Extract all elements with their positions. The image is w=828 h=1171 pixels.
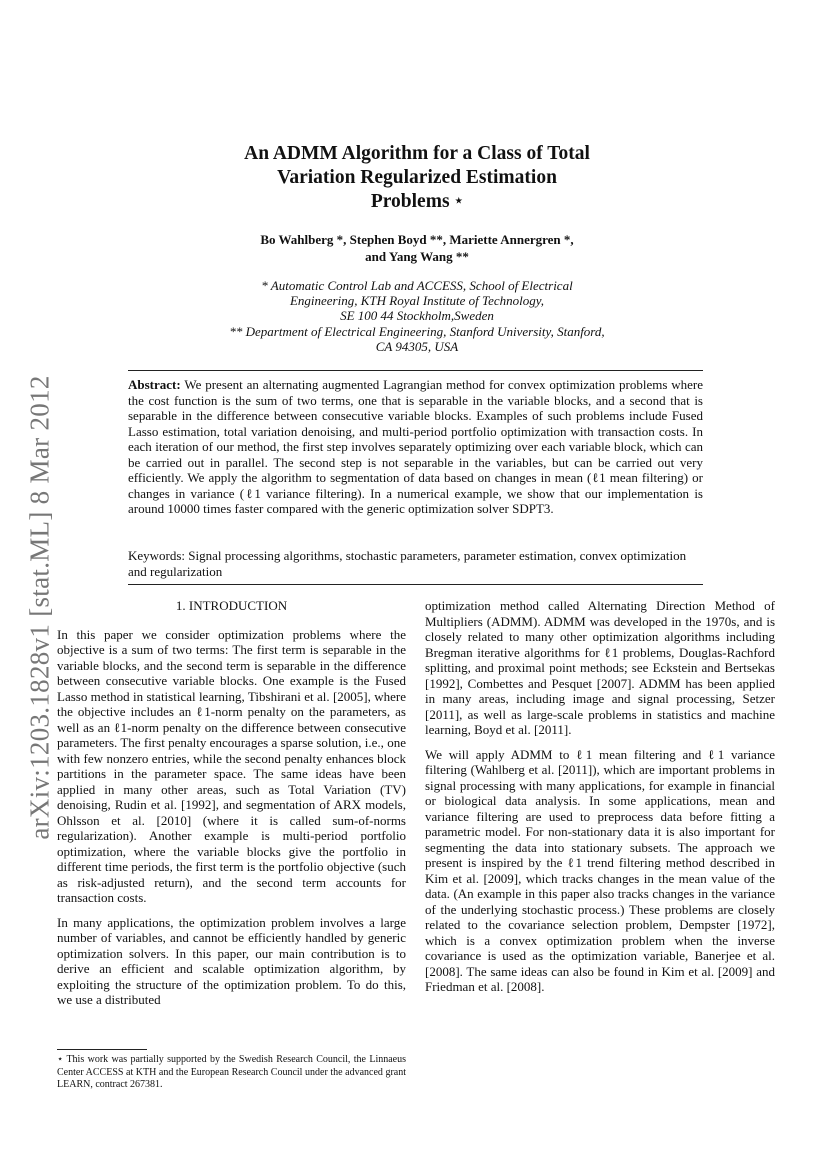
body-paragraph: We will apply ADMM to ℓ1 mean filtering and ℓ1 variance filtering (Wahlberg et al. [2011]), which are important problems in signal processing with many applications, for example in financial or biological data analysis. In some applications, mean and variance filtering are used to preprocess data before fitting a parametric model. For non-stationary data it is also important for segmenting the data into stationary subsets. The approach we present is inspired by the ℓ1 trend filtering method described in Kim et al. [2009], which tracks changes in the mean value of the data. (An example in this paper also tracks changes in the variance of the underlying stochastic process.) These problems are closely related to the covariance selection problem, Dempster [1972], which is a convex optimization problem when the inverse covariance is used as the optimization variable, Banerjee et al. [2008]. The same ideas can also be found in Kim et al. [2009] and Friedman et al. [2008]. <box>425 746 775 994</box>
body-paragraph: In many applications, the optimization problem involves a large number of variables, and cannot be efficiently handled by generic optimization solvers. In this paper, our main contribution is to derive an efficient and scalable optimization algorithm, by exploiting the structure of the optimization problem. To do this, we use a distributed <box>57 914 406 1007</box>
paper-title <box>130 142 704 214</box>
affiliation-line: SE 100 44 Stockholm,Sweden <box>340 308 494 324</box>
author-list <box>130 231 704 265</box>
title-footnote-mark: ⋆ <box>454 194 464 209</box>
abstract-text: We present an alternating augmented Lagrangian method for convex optimization problems where the cost function is the sum of two terms, one that is separable in the variable blocks, and a second that is separable in the difference between consecutive variable blocks. Examples of such problems include Fused Lasso estimation, total variation denoising, and multi-period portfolio optimization with transaction costs. In each iteration of our method, the first step involves separately optimizing over each variable block, which can be carried out in parallel. The second step is not separable in the variables, but can be carried out very efficiently. We apply the algorithm to segmentation of data based on changes in mean (ℓ1 mean filtering) or changes in variance (ℓ1 variance filtering). In a numerical example, we show that our implementation is around 10000 times faster compared with the generic optimization solver SDPT3. <box>128 377 704 516</box>
arxiv-identifier: arXiv:1203.1828v1 [stat.ML] 8 Mar 2012 <box>24 375 55 840</box>
affiliation-line: CA 94305, USA <box>375 338 459 354</box>
section-heading: 1. INTRODUCTION <box>175 598 288 613</box>
body-paragraph: In this paper we consider optimization problems where the objective is a sum of two terms: The first term is separable in the variable blocks, and the second term is separable in the difference between consecutive variable blocks. One example is the Fused Lasso method in statistical learning, Tibshirani et al. [2005], where the objective includes an ℓ1-norm penalty on the parameters, as well as an ℓ1-norm penalty on the difference between consecutive parameters. The first penalty encourages a sparse solution, i.e., one with few nonzero entries, while the second penalty enhances block partitions in the parameter space. The same ideas have been applied in many other areas, such as Total Variation (TV) denoising, Rudin et al. [1992], and segmentation of ARX models, Ohlsson et al. [2010] (where it is called sum-of-norms regularization). Another example is multi-period portfolio optimization, where the variable blocks give the portfolio in different time periods, the first term is the portfolio objective (such as risk-adjusted return), and the second term accounts for transaction costs. <box>57 626 406 905</box>
authors-line-1: Bo Wahlberg *, Stephen Boyd **, Mariette Annergren *, <box>260 232 574 247</box>
body-paragraph: optimization method called Alternating Direction Method of Multipliers (ADMM). ADMM was developed in the 1970s, and is closely related to many other optimization algorithms including Bregman iterative algorithms for ℓ1 problems, Douglas-Rachford splitting, and proximal point methods; see Eckstein and Bertsekas [1992], Combettes and Pesquet [2007]. ADMM has been applied in many areas, including image and signal processing, Setzer [2011], as well as large-scale problems in statistics and machine learning, Boyd et al. [2011]. <box>425 598 775 737</box>
affiliation-line: Engineering, KTH Royal Institute of Technology, <box>289 293 545 309</box>
affiliations <box>130 278 704 354</box>
affiliation-line: * Automatic Control Lab and ACCESS, School of Electrical <box>261 278 573 293</box>
right-column <box>425 598 775 1004</box>
authors-line-2: and Yang Wang ** <box>365 249 469 264</box>
title-line-3-text: Problems <box>370 191 450 212</box>
footnote: ⋆ This work was partially supported by the Swedish Research Council, the Linnaeus Center ACCESS at KTH and the European Research Council under the advanced grant LEARN, contract 267381. <box>57 1054 406 1090</box>
footnote-rule <box>57 1049 147 1050</box>
abstract <box>128 377 703 517</box>
left-column <box>57 598 406 1017</box>
title-line-1: An ADMM Algorithm for a Class of Total <box>244 143 590 164</box>
affiliation-line: ** Department of Electrical Engineering, Stanford University, Stanford, <box>229 323 605 339</box>
title-line-3 <box>130 190 704 214</box>
abstract-top-rule <box>128 370 703 371</box>
keywords: Keywords: Signal processing algorithms, stochastic parameters, parameter estimation, convex optimization and regularization <box>128 548 687 579</box>
abstract-label: Abstract: <box>128 377 181 392</box>
abstract-bottom-rule <box>128 584 703 585</box>
arxiv-sidebar-stamp <box>20 365 60 850</box>
title-line-2: Variation Regularized Estimation <box>277 167 557 188</box>
